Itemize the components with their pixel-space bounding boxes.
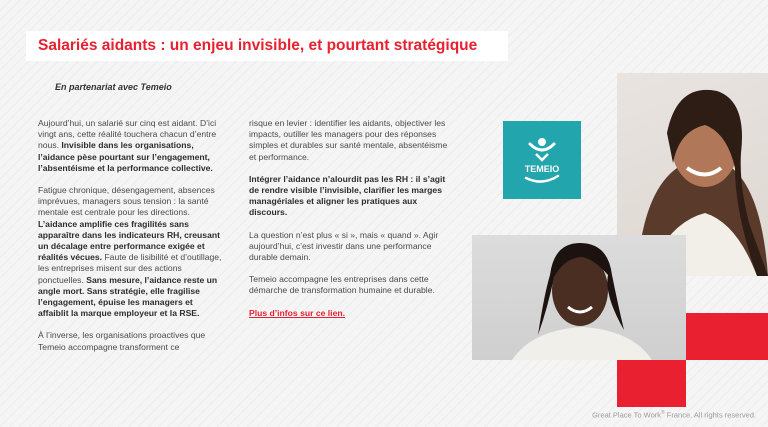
paragraph-text: Fatigue chronique, désengagement, absences imprévues, managers sous tension : la santé mentale est centrale pour les directions. (38, 185, 215, 218)
portrait-image (472, 235, 686, 360)
footer-sup: ® (661, 410, 665, 416)
paragraph (249, 274, 449, 296)
temeio-logo (503, 121, 581, 199)
footer-text: France. All rights reserved. (664, 410, 756, 420)
paragraph-bold: Sans mesure, l’aidance reste un angle mort. Sans stratégie, elle fragilise l’engagement, épuise les managers et affaiblit la marque employeur et la RSE. (38, 274, 218, 319)
decorative-red-block (686, 313, 768, 360)
logo-text: TEMEIO (524, 164, 560, 174)
text-column-left (38, 118, 224, 364)
text-column-right (249, 118, 449, 330)
paragraph (249, 230, 449, 264)
paragraph-text: risque en levier : identifier les aidants, objectiver les impacts, outiller les managers pour des réponses simples et durables sur santé mentale, absentéisme et performance. (249, 118, 448, 162)
paragraph-text: Faute de lisibilité et d’outillage, les entreprises misent sur des actions ponctuelles. (38, 252, 222, 285)
paragraph (38, 118, 224, 174)
paragraph (249, 174, 449, 219)
paragraph (38, 185, 224, 319)
footer-text: Great Place To Work (592, 410, 662, 420)
paragraph-text: La question n’est plus « si », mais « quand ». Agir aujourd’hui, c’est investir dans une performance durable demain. (249, 229, 439, 263)
more-info-link[interactable]: Plus d’infos sur ce lien. (249, 307, 345, 318)
title-banner (26, 31, 508, 61)
portrait-photo-woman-2 (472, 235, 686, 360)
paragraph (249, 118, 449, 163)
paragraph (38, 330, 224, 352)
page-title: Salariés aidants : un enjeu invisible, et pourtant stratégique (38, 37, 478, 54)
temeio-logo-icon (512, 130, 572, 190)
paragraph-bold: L’aidance amplifie ces fragilités sans apparaître dans les indicateurs RH, creusant un décalage entre performance exigée et réalités vécues. (38, 218, 220, 263)
footer-copyright (592, 410, 756, 420)
paragraph-text: À l’inverse, les organisations proactives que Temeio accompagne transforment ce (38, 330, 206, 352)
partner-line: En partenariat avec Temeio (55, 82, 172, 92)
paragraph-text: Aujourd’hui, un salarié sur cinq est aidant. D’ici vingt ans, cette réalité touchera chacun d’entre nous. (38, 118, 217, 151)
decorative-red-block (617, 360, 686, 407)
paragraph-bold: Intégrer l’aidance n’alourdit pas les RH : il s’agit de rendre visible l’invisible, clarifier les marges managériales et aligner les pratiques aux discours. (249, 173, 446, 218)
paragraph-bold: Invisible dans les organisations, l’aidance pèse pourtant sur l’engagement, l’absentéisme et la performance collective. (38, 140, 213, 173)
paragraph-text: Temeio accompagne les entreprises dans cette démarche de transformation humaine et durable. (249, 274, 435, 296)
paragraph (249, 308, 449, 319)
